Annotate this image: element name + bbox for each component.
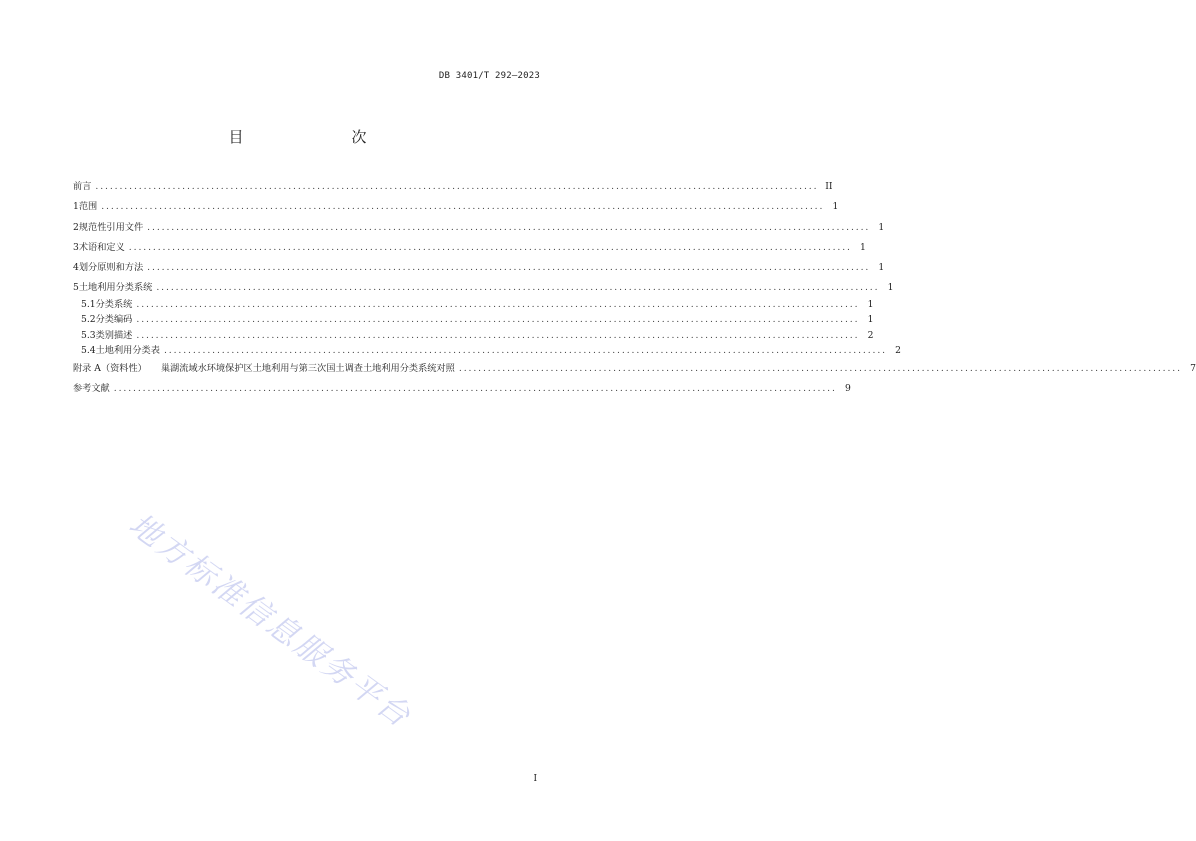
toc-entry-number: 附录 A（资料性） (73, 362, 147, 374)
toc-entry-number: 1 (73, 201, 79, 213)
toc-entry-normative-references[interactable] (73, 219, 885, 239)
toc-entry-number: 5.2 (81, 314, 96, 326)
toc-entry-terms-definitions[interactable] (73, 239, 866, 259)
toc-subentry-5-3[interactable] (73, 327, 874, 343)
toc-entry-label: 划分原则和方法 (78, 262, 144, 274)
toc-leader-dots: ...................................................................................................................................................... (128, 241, 852, 253)
watermark: 地方标准信息服务平台 (122, 506, 419, 736)
toc-subentry-5-2[interactable] (73, 311, 874, 327)
toc-entry-page: 7 (1190, 362, 1196, 374)
page-number: I (533, 774, 537, 784)
toc-entry-label: 术语和定义 (78, 241, 125, 253)
toc-entry-principles-methods[interactable] (73, 259, 885, 279)
toc-leader-dots: ...................................................................................................................................................... (147, 221, 871, 233)
toc-entry-page: 9 (844, 383, 851, 395)
toc-entry-page: 2 (867, 329, 874, 341)
toc-leader-dots: ...................................................................................................................................................... (95, 181, 819, 192)
toc-entry-label: 分类编码 (95, 314, 133, 326)
toc-entry-number: 3 (73, 241, 79, 253)
toc-entry-appendix-a[interactable] (73, 360, 1196, 380)
toc-leader-dots: ...................................................................................................................................................... (136, 298, 860, 310)
toc-leader-dots: ...................................................................................................................................................... (136, 329, 860, 341)
toc-entry-page: 1 (860, 241, 866, 253)
toc-entry-number: 5.3 (81, 329, 96, 341)
toc-entry-number: 4 (73, 262, 79, 274)
toc-entry-page: 1 (832, 201, 839, 213)
toc-entry-label: 巢湖流域水环境保护区土地利用与第三次国土调查土地利用分类系统对照 (160, 362, 455, 374)
toc-leader-dots: ...................................................................................................................................................... (136, 314, 860, 326)
toc-entry-page: II (825, 181, 833, 192)
toc-entry-label: 前言 (73, 181, 92, 192)
toc-entry-page: 1 (878, 262, 885, 274)
toc-leader-dots: ...................................................................................................................................................... (458, 362, 1182, 374)
toc-entry-number: 2 (73, 221, 79, 233)
toc-entry-label: 土地利用分类表 (95, 345, 160, 357)
table-of-contents (73, 178, 1196, 400)
toc-entry-page: 1 (878, 221, 885, 233)
toc-leader-dots: ...................................................................................................................................................... (113, 383, 837, 395)
toc-entry-page: 1 (887, 282, 894, 294)
toc-entry-label: 类别描述 (95, 329, 133, 341)
toc-entry-label: 参考文献 (73, 383, 110, 395)
toc-entry-number: 5 (73, 282, 79, 294)
toc-subentry-5-4[interactable] (73, 342, 902, 358)
toc-entry-bibliography[interactable] (73, 380, 851, 400)
toc-entry-label: 分类系统 (95, 298, 133, 310)
toc-entry-scope[interactable] (73, 198, 839, 218)
toc-leader-dots: ...................................................................................................................................................... (101, 201, 825, 213)
toc-subentry-5-1[interactable] (73, 296, 874, 312)
toc-entry-label: 土地利用分类系统 (78, 282, 153, 294)
toc-entry-page: 1 (867, 314, 874, 326)
toc-entry-page: 1 (867, 298, 874, 310)
toc-leader-dots: ...................................................................................................................................................... (147, 262, 871, 274)
toc-leader-dots: ...................................................................................................................................................... (163, 345, 888, 357)
standard-code: DB 3401/T 292—2023 (438, 71, 540, 81)
toc-entry-label: 范围 (78, 201, 98, 213)
toc-title: 目 次 (228, 128, 393, 146)
toc-entry-page: 2 (895, 345, 902, 357)
toc-entry-foreword[interactable] (73, 178, 833, 198)
toc-leader-dots: ...................................................................................................................................................... (156, 282, 880, 294)
toc-entry-number: 5.4 (81, 345, 96, 357)
toc-entry-number: 5.1 (81, 298, 96, 310)
toc-entry-label: 规范性引用文件 (78, 221, 144, 233)
